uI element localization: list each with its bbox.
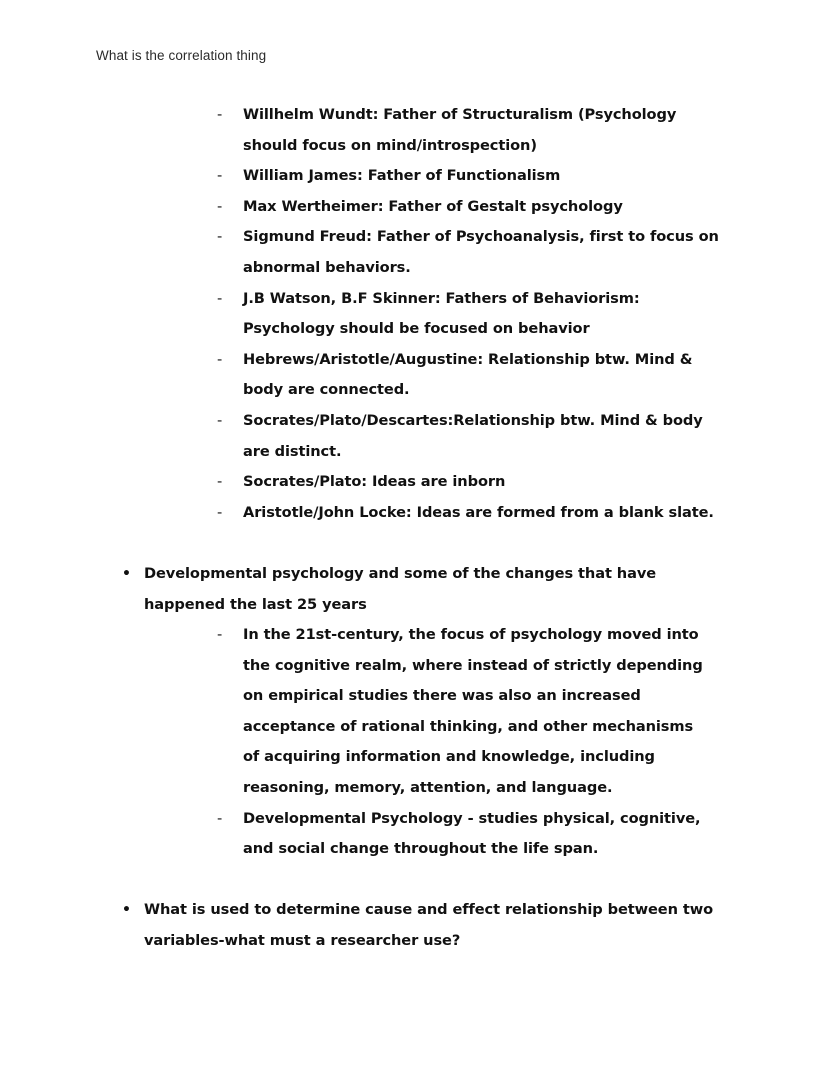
cause-effect-section	[0, 895, 828, 956]
list-item-label: In the 21st-century, the focus of psychology moved into the cognitive realm, where instead of strictly depending on empirical studies there was also an increased acceptance of rational thinking, and other mechanisms of acquiring information and knowledge, including reasoning, memory, attention, and language.	[243, 626, 703, 797]
disc-bullet-icon: •	[122, 902, 131, 919]
list-item-label: Sigmund Freud: Father of Psychoanalysis, first to focus on abnormal behaviors.	[243, 228, 719, 276]
list-item	[0, 284, 828, 345]
list-item-label: What is used to determine cause and effect relationship between two variables-what must a researcher use?	[144, 901, 714, 950]
dash-bullet-icon: -	[217, 626, 223, 644]
list-item-label: Willhelm Wundt: Father of Structuralism (Psychology should focus on mind/introspection)	[243, 106, 677, 154]
list-item-label: Max Wertheimer: Father of Gestalt psychology	[243, 197, 623, 215]
list-item	[0, 100, 828, 161]
dash-bullet-icon: -	[217, 503, 223, 521]
list-item-label: Socrates/Plato/Descartes:Relationship btw. Mind & body are distinct.	[243, 411, 703, 460]
list-item-label: Developmental Psychology - studies physical, cognitive, and social change throughout the life span.	[243, 809, 701, 858]
list-item	[0, 498, 828, 529]
section-spacer	[0, 865, 828, 896]
section-spacer	[0, 528, 828, 559]
founders-list	[0, 100, 828, 528]
list-item	[0, 804, 828, 865]
list-item	[0, 192, 828, 223]
dash-bullet-icon: -	[217, 106, 223, 123]
list-item-label: J.B Watson, B.F Skinner: Fathers of Behaviorism: Psychology should be focused on behavior	[243, 289, 640, 338]
dash-bullet-icon: -	[217, 228, 223, 246]
document-body	[0, 100, 828, 957]
list-item	[0, 895, 828, 956]
list-item	[0, 222, 828, 283]
developmental-psychology-sublist	[0, 620, 828, 865]
dash-bullet-icon: -	[217, 809, 223, 827]
dash-bullet-icon: -	[217, 473, 223, 491]
dash-bullet-icon: -	[217, 350, 223, 368]
page-header-title: What is the correlation thing	[96, 48, 267, 63]
list-item	[0, 406, 828, 467]
list-item	[0, 161, 828, 192]
list-item	[0, 467, 828, 498]
list-item-label: Aristotle/John Locke: Ideas are formed from a blank slate.	[243, 503, 714, 521]
list-item-label: Socrates/Plato: Ideas are inborn	[243, 473, 506, 491]
list-item-label: Developmental psychology and some of the changes that have happened the last 25 years	[144, 564, 657, 613]
list-item	[0, 620, 828, 804]
dash-bullet-icon: -	[217, 167, 223, 185]
list-item-label: William James: Father of Functionalism	[243, 167, 561, 185]
dash-bullet-icon: -	[217, 289, 223, 307]
list-item	[0, 345, 828, 406]
list-item-label: Hebrews/Aristotle/Augustine: Relationship btw. Mind & body are connected.	[243, 350, 693, 399]
list-item	[0, 559, 828, 620]
dash-bullet-icon: -	[217, 197, 223, 215]
developmental-psychology-section	[0, 559, 828, 620]
disc-bullet-icon: •	[122, 565, 131, 582]
dash-bullet-icon: -	[217, 411, 223, 429]
